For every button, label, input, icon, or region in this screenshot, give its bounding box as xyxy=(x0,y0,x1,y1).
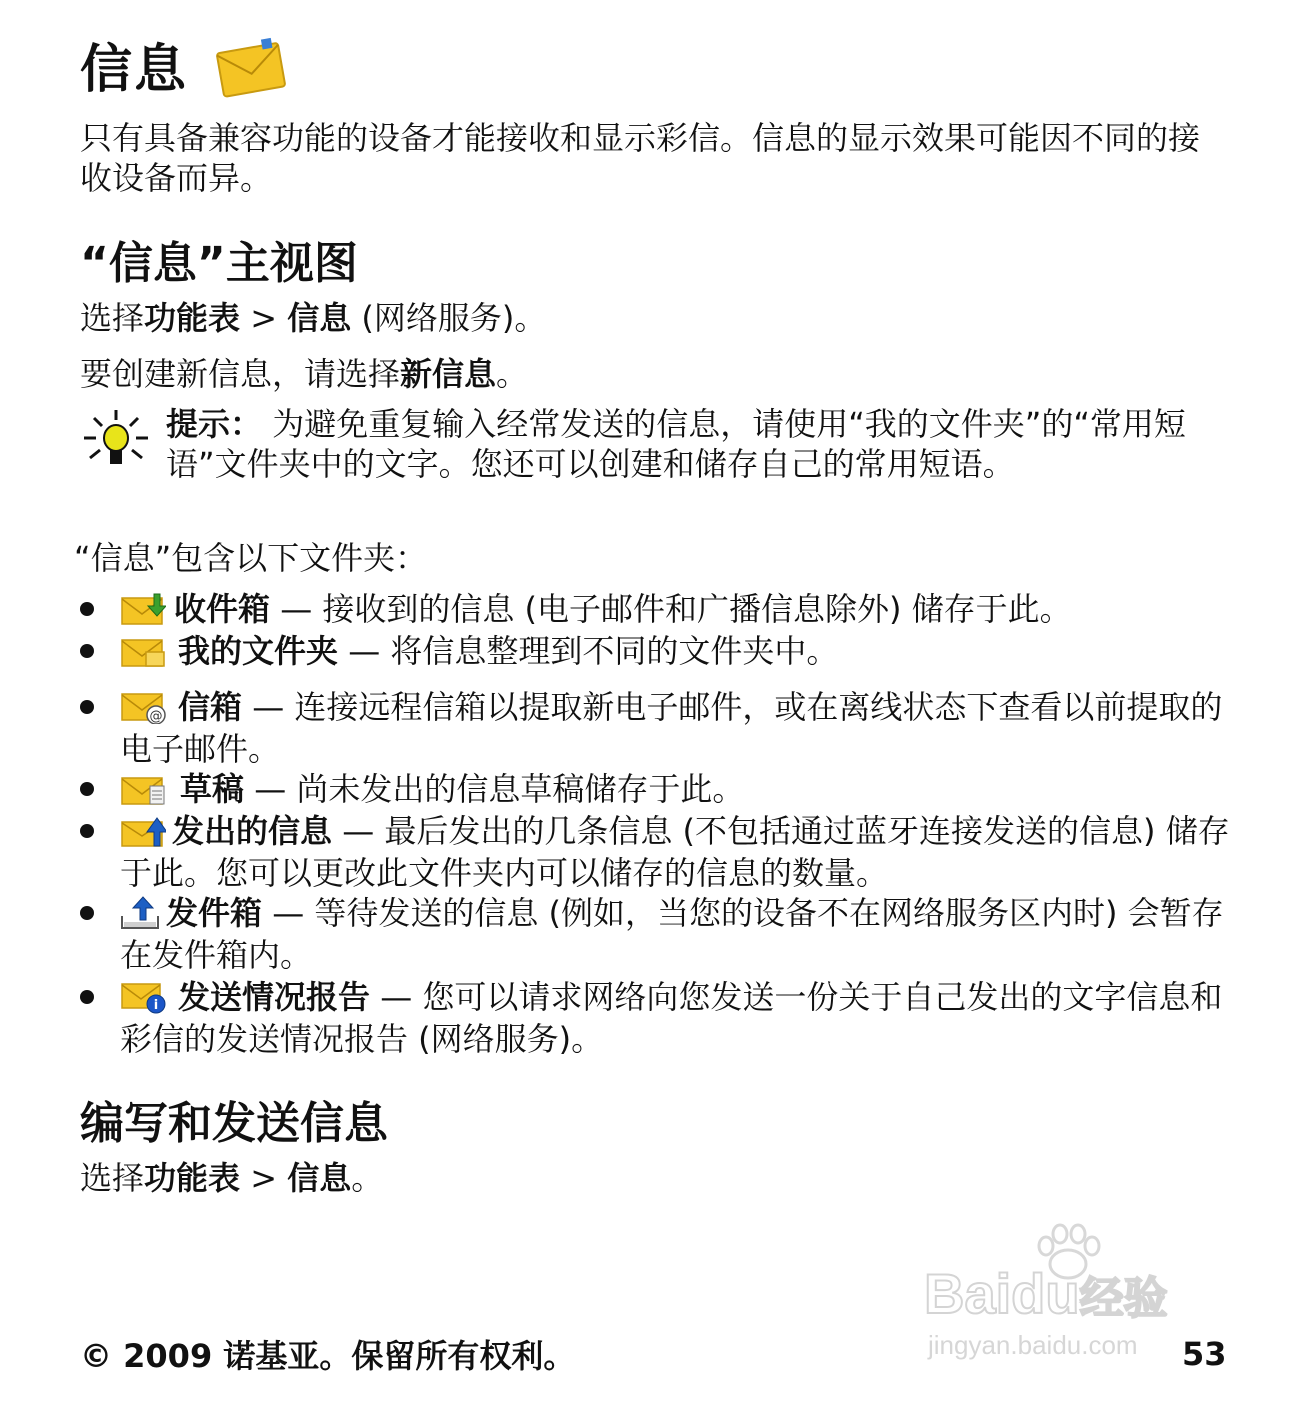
bullet-dot xyxy=(80,644,94,658)
path-separator: > xyxy=(240,299,288,337)
folder-name: 信箱 xyxy=(178,688,243,726)
intro-paragraph: 只有具备兼容功能的设备才能接收和显示彩信。信息的显示效果可能因不同的接收设备而异。 xyxy=(80,119,1201,197)
path-prefix: 选择 xyxy=(80,299,145,337)
list-item-outbox xyxy=(80,892,1230,976)
path-suffix: 。 xyxy=(351,1159,384,1197)
svg-text:@: @ xyxy=(149,709,163,724)
bullet-dot xyxy=(80,824,94,838)
tip-text xyxy=(166,404,1230,484)
menu-path xyxy=(80,298,1230,338)
folder-name: 我的文件夹 xyxy=(178,632,339,670)
tip-label: 提示： xyxy=(166,405,263,443)
section-heading-main-view: “信息”主视图 xyxy=(80,238,358,289)
folder-name: 发件箱 xyxy=(166,894,263,932)
path-menu: 功能表 xyxy=(144,299,241,337)
list-item-sent xyxy=(80,810,1230,894)
folder-name: 发送情况报告 xyxy=(178,978,371,1016)
list-item-delivery-reports xyxy=(80,976,1230,1060)
section-heading-compose: 编写和发送信息 xyxy=(80,1098,388,1149)
folder-desc: — 连接远程信箱以提取新电子邮件，或在离线状态下查看以前提取的电子邮件。 xyxy=(120,688,1223,768)
folder-desc: — 最后发出的几条信息 (不包括通过蓝牙连接发送的信息) 储存于此。您可以更改此文件夹内可以储存的信息的数量。 xyxy=(120,812,1230,892)
tip-body: 为避免重复输入经常发送的信息，请使用“我的文件夹”的“常用短语”文件夹中的文字。您还可以创建和储存自己的常用短语。 xyxy=(166,405,1186,483)
folder-name: 草稿 xyxy=(180,770,245,808)
page-title: 信息 xyxy=(80,40,189,100)
path-menu: 功能表 xyxy=(144,1159,241,1197)
baidu-watermark xyxy=(924,1222,1224,1372)
bullet-dot xyxy=(80,700,94,714)
bullet-dot xyxy=(80,782,94,796)
folder-desc: — 接收到的信息 (电子邮件和广播信息除外) 储存于此。 xyxy=(270,590,1072,628)
folder-desc: — 尚未发出的信息草稿储存于此。 xyxy=(244,770,745,808)
path-separator: > xyxy=(240,1159,288,1197)
bullet-dot xyxy=(80,602,94,616)
my-folders-icon xyxy=(120,634,166,668)
list-item-mailbox xyxy=(80,686,1230,770)
menu-path-compose xyxy=(80,1158,1230,1198)
list-item-drafts xyxy=(80,768,1230,810)
create-suffix: 。 xyxy=(496,355,529,393)
folders-intro: “信息”包含以下文件夹： xyxy=(74,539,428,577)
folder-name: 收件箱 xyxy=(174,590,271,628)
inbox-icon xyxy=(120,592,166,626)
create-instruction xyxy=(80,354,1230,394)
folder-desc: — 您可以请求网络向您发送一份关于自己发出的文字信息和彩信的发送情况报告 (网络服务)。 xyxy=(120,978,1223,1058)
drafts-icon xyxy=(120,772,166,806)
folder-desc: — 等待发送的信息 (例如，当您的设备不在网络服务区内时) 会暂存在发件箱内。 xyxy=(120,894,1224,974)
create-prefix: 要创建新信息，请选择 xyxy=(80,355,401,393)
path-item: 信息 xyxy=(287,299,352,337)
watermark-brand-cn: 经验 xyxy=(1079,1274,1168,1323)
path-item: 信息 xyxy=(287,1159,352,1197)
bullet-dot xyxy=(80,906,94,920)
create-item: 新信息 xyxy=(400,355,497,393)
copyright: © 2009 诺基亚。保留所有权利。 xyxy=(80,1337,576,1375)
folder-name: 发出的信息 xyxy=(172,812,333,850)
path-prefix: 选择 xyxy=(80,1159,145,1197)
watermark-url: jingyan.baidu.com xyxy=(928,1330,1138,1360)
folder-desc: — 将信息整理到不同的文件夹中。 xyxy=(338,632,839,670)
page-number: 53 xyxy=(1182,1335,1227,1373)
watermark-brand: Baidu xyxy=(924,1262,1080,1325)
lightbulb-tip-icon xyxy=(80,408,152,474)
envelope-icon xyxy=(214,34,286,100)
list-item-inbox xyxy=(80,588,1230,630)
path-suffix: (网络服务)。 xyxy=(351,299,547,337)
list-item-my-folders xyxy=(80,630,1230,672)
svg-text:i: i xyxy=(153,998,159,1013)
bullet-dot xyxy=(80,990,94,1004)
